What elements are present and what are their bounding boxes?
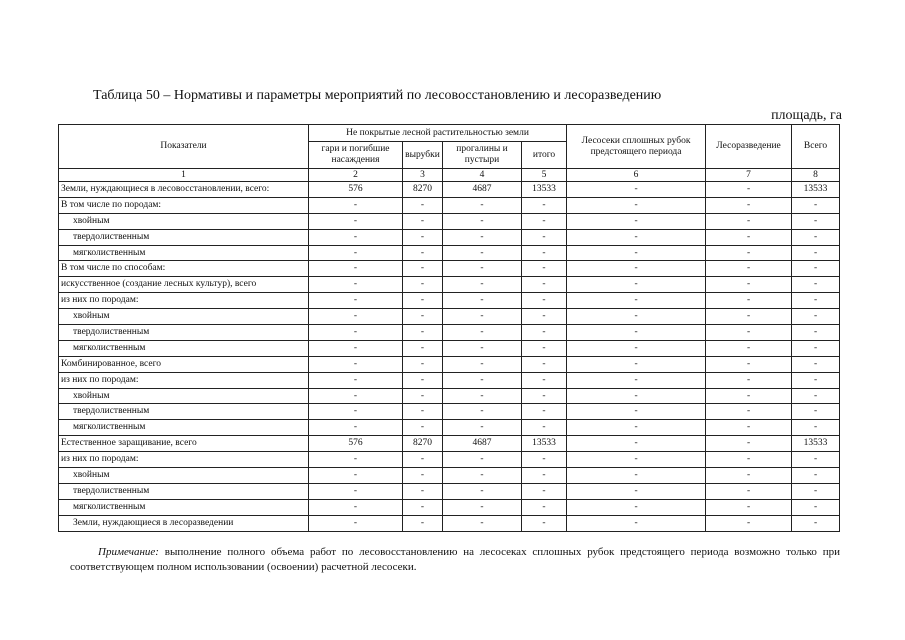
table-row (59, 372, 840, 388)
table-cell: - (522, 468, 567, 484)
table-cell: - (567, 340, 706, 356)
row-label: твердолиственным (59, 229, 309, 245)
table-cell: - (792, 372, 840, 388)
table-cell: - (522, 325, 567, 341)
row-label: хвойным (59, 468, 309, 484)
table-cell: - (706, 420, 792, 436)
table-cell: - (309, 261, 403, 277)
column-number-cell: 5 (522, 169, 567, 182)
table-cell: - (522, 420, 567, 436)
table-cell: - (522, 229, 567, 245)
table-cell: - (309, 468, 403, 484)
table-cell: - (567, 452, 706, 468)
table-cell: - (567, 197, 706, 213)
table-cell: - (522, 515, 567, 531)
table-cell: - (403, 229, 443, 245)
table-cell: - (522, 245, 567, 261)
table-cell: - (522, 452, 567, 468)
table-cell: - (443, 452, 522, 468)
table-cell: 13533 (522, 182, 567, 198)
table-cell: - (567, 483, 706, 499)
row-label: мягколиственным (59, 499, 309, 515)
table-row (59, 213, 840, 229)
column-number-cell: 8 (792, 169, 840, 182)
row-label: из них по породам: (59, 372, 309, 388)
header-afforestation: Лесоразведение (706, 125, 792, 169)
table-cell: - (706, 261, 792, 277)
table-cell: - (522, 197, 567, 213)
table-cell: - (309, 499, 403, 515)
table-cell: - (309, 483, 403, 499)
table-cell: - (706, 245, 792, 261)
unit-label: площадь, га (771, 108, 842, 123)
table-cell: - (706, 499, 792, 515)
header-clearings: вырубки (403, 142, 443, 169)
table-cell: - (403, 197, 443, 213)
table-cell: - (309, 372, 403, 388)
header-burned: гари и погибшие насаждения (309, 142, 403, 169)
table-cell: - (567, 277, 706, 293)
column-number-cell: 3 (403, 169, 443, 182)
table-cell: - (309, 197, 403, 213)
table-cell: - (309, 420, 403, 436)
table-cell: - (706, 436, 792, 452)
table-cell: - (403, 277, 443, 293)
row-label: хвойным (59, 309, 309, 325)
table-row (59, 483, 840, 499)
column-number-cell: 4 (443, 169, 522, 182)
column-numbers-row (59, 169, 840, 182)
table-cell: - (567, 309, 706, 325)
table-row (59, 340, 840, 356)
table-cell: - (706, 325, 792, 341)
table-row (59, 452, 840, 468)
table-cell: - (443, 213, 522, 229)
table-cell: - (706, 468, 792, 484)
table-cell: - (309, 277, 403, 293)
table-cell: 13533 (792, 436, 840, 452)
table-cell: - (522, 483, 567, 499)
table-cell: - (309, 325, 403, 341)
table-cell: - (792, 388, 840, 404)
table-cell: - (403, 452, 443, 468)
table-cell: - (403, 372, 443, 388)
table-cell: - (522, 309, 567, 325)
table-cell: - (567, 325, 706, 341)
table-cell: - (443, 325, 522, 341)
table-cell: - (792, 245, 840, 261)
table-cell: - (792, 404, 840, 420)
table-cell: - (567, 388, 706, 404)
table-cell: - (706, 197, 792, 213)
table-cell: - (706, 309, 792, 325)
table-cell: - (309, 404, 403, 420)
table-cell: - (792, 420, 840, 436)
table-cell: - (706, 340, 792, 356)
row-label: мягколиственным (59, 340, 309, 356)
row-label: Земли, нуждающиеся в лесоразведении (59, 515, 309, 531)
table-cell: - (706, 483, 792, 499)
table-cell: - (522, 372, 567, 388)
table-cell: - (567, 436, 706, 452)
table-cell: - (309, 229, 403, 245)
table-cell: - (567, 261, 706, 277)
table-cell: - (792, 229, 840, 245)
table-cell: - (792, 309, 840, 325)
table-cell: - (443, 515, 522, 531)
table-cell: - (522, 356, 567, 372)
table-cell: - (567, 372, 706, 388)
table-cell: - (443, 197, 522, 213)
table-cell: - (443, 229, 522, 245)
table-cell: - (792, 197, 840, 213)
table-cell: - (522, 388, 567, 404)
table-row (59, 277, 840, 293)
table-cell: - (792, 452, 840, 468)
header-indicators: Показатели (59, 125, 309, 169)
table-cell: 8270 (403, 436, 443, 452)
table-cell: - (309, 309, 403, 325)
column-number-cell: 6 (567, 169, 706, 182)
table-cell: - (567, 499, 706, 515)
row-label: Естественное заращивание, всего (59, 436, 309, 452)
table-row (59, 197, 840, 213)
table-cell: - (567, 356, 706, 372)
row-label: хвойным (59, 213, 309, 229)
table-cell: - (792, 277, 840, 293)
table-cell: - (792, 213, 840, 229)
table-row (59, 468, 840, 484)
table-cell: - (443, 468, 522, 484)
table-cell: - (403, 293, 443, 309)
table-cell: - (792, 356, 840, 372)
table-cell: - (403, 388, 443, 404)
table-row (59, 261, 840, 277)
row-label: из них по породам: (59, 452, 309, 468)
row-label: хвойным (59, 388, 309, 404)
table-cell: - (792, 261, 840, 277)
table-cell: - (443, 499, 522, 515)
table-cell: - (706, 182, 792, 198)
table-cell: - (443, 261, 522, 277)
table-row (59, 356, 840, 372)
table-cell: - (443, 340, 522, 356)
table-cell: - (443, 404, 522, 420)
table-cell: - (706, 404, 792, 420)
row-label: твердолиственным (59, 483, 309, 499)
table-cell: - (522, 499, 567, 515)
footnote-text: выполнение полного объема работ по лесовосстановлению на лесосеках сплошных рубок предстоящего периода возможно только при соответствующем полном использовании (освоении) расчетной лесосеки. (70, 546, 840, 573)
table-cell: - (567, 213, 706, 229)
footnote (70, 545, 840, 575)
table-cell: - (403, 515, 443, 531)
table-cell: - (403, 325, 443, 341)
table-cell: - (309, 213, 403, 229)
table-row (59, 229, 840, 245)
table-cell: - (403, 261, 443, 277)
table-cell: - (443, 309, 522, 325)
table-cell: - (792, 293, 840, 309)
table-row (59, 420, 840, 436)
column-number-cell: 1 (59, 169, 309, 182)
table-cell: - (567, 245, 706, 261)
table-cell: - (792, 499, 840, 515)
table-cell: - (403, 213, 443, 229)
table-cell: - (443, 277, 522, 293)
table-cell: - (567, 515, 706, 531)
table-cell: - (403, 404, 443, 420)
table-cell: - (706, 356, 792, 372)
footnote-label: Примечание: (98, 546, 159, 558)
norms-table (58, 124, 840, 532)
row-label: Земли, нуждающиеся в лесовосстановлении, всего: (59, 182, 309, 198)
table-row (59, 245, 840, 261)
table-cell: - (522, 340, 567, 356)
table-cell: - (706, 213, 792, 229)
table-cell: - (309, 293, 403, 309)
table-cell: 576 (309, 182, 403, 198)
row-label: искусственное (создание лесных культур), всего (59, 277, 309, 293)
table-cell: - (443, 245, 522, 261)
table-cell: - (567, 468, 706, 484)
table-row (59, 404, 840, 420)
table-cell: - (443, 293, 522, 309)
row-label: В том числе по породам: (59, 197, 309, 213)
table-cell: - (706, 372, 792, 388)
table-title: Таблица 50 – Нормативы и параметры мероприятий по лесовосстановлению и лесоразведению (93, 88, 662, 103)
table-cell: - (522, 404, 567, 420)
header-gaps: прогалины и пустыри (443, 142, 522, 169)
table-cell: - (403, 309, 443, 325)
table-cell: - (309, 245, 403, 261)
table-cell: - (792, 325, 840, 341)
table-cell: - (403, 340, 443, 356)
row-label: из них по породам: (59, 293, 309, 309)
table-cell: - (403, 420, 443, 436)
table-cell: - (443, 483, 522, 499)
table-cell: - (706, 229, 792, 245)
header-uncovered-lands: Не покрытые лесной растительностью земли (309, 125, 567, 142)
row-label: мягколиственным (59, 420, 309, 436)
table-cell: - (706, 515, 792, 531)
table-cell: - (403, 468, 443, 484)
table-cell: - (443, 372, 522, 388)
header-subtotal: итого (522, 142, 567, 169)
table-cell: 4687 (443, 182, 522, 198)
table-cell: - (403, 356, 443, 372)
table-cell: - (309, 340, 403, 356)
row-label: В том числе по способам: (59, 261, 309, 277)
table-cell: - (792, 468, 840, 484)
row-label: мягколиственным (59, 245, 309, 261)
table-cell: - (443, 420, 522, 436)
table-cell: - (403, 499, 443, 515)
table-cell: - (309, 452, 403, 468)
table-cell: 8270 (403, 182, 443, 198)
table-cell: - (792, 515, 840, 531)
table-cell: 576 (309, 436, 403, 452)
row-label: твердолиственным (59, 325, 309, 341)
table-cell: 4687 (443, 436, 522, 452)
table-cell: - (567, 293, 706, 309)
table-cell: 13533 (792, 182, 840, 198)
table-cell: - (522, 293, 567, 309)
table-cell: - (567, 229, 706, 245)
table-cell: - (706, 277, 792, 293)
table-row (59, 182, 840, 198)
table-cell: - (706, 293, 792, 309)
table-row (59, 515, 840, 531)
row-label: Комбинированное, всего (59, 356, 309, 372)
table-row (59, 309, 840, 325)
table-cell: - (522, 213, 567, 229)
table-cell: - (309, 388, 403, 404)
column-number-cell: 2 (309, 169, 403, 182)
table-row (59, 325, 840, 341)
table-row (59, 436, 840, 452)
table-cell: - (522, 261, 567, 277)
table-row (59, 499, 840, 515)
table-cell: - (567, 404, 706, 420)
table-cell: - (522, 277, 567, 293)
table-cell: - (403, 245, 443, 261)
table-cell: - (706, 452, 792, 468)
table-cell: - (792, 483, 840, 499)
table-cell: - (567, 420, 706, 436)
table-cell: - (309, 515, 403, 531)
table-cell: - (443, 388, 522, 404)
table-row (59, 388, 840, 404)
table-cell: - (309, 356, 403, 372)
table-cell: - (403, 483, 443, 499)
row-label: твердолиственным (59, 404, 309, 420)
table-cell: - (706, 388, 792, 404)
table-cell: - (567, 182, 706, 198)
header-cutting-areas: Лесосеки сплошных рубок предстоящего периода (567, 125, 706, 169)
table-cell: - (792, 340, 840, 356)
table-cell: 13533 (522, 436, 567, 452)
table-cell: - (443, 356, 522, 372)
table-row (59, 293, 840, 309)
column-number-cell: 7 (706, 169, 792, 182)
header-total: Всего (792, 125, 840, 169)
